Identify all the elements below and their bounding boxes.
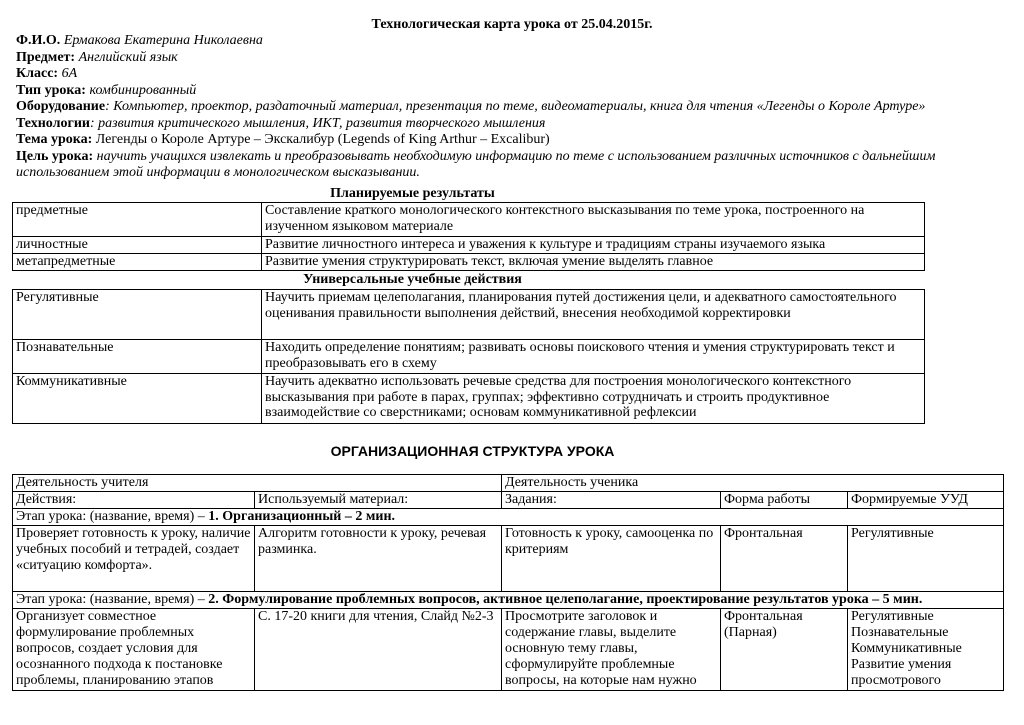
planned-results-table	[12, 202, 925, 271]
col-material: Используемый материал:	[255, 492, 502, 509]
uud-table	[12, 289, 925, 424]
stage-prefix: Этап урока: (название, время) –	[16, 592, 209, 607]
stage-1-header	[13, 509, 1004, 526]
teacher-activity-header: Деятельность учителя	[13, 475, 502, 492]
result-description: Развитие умения структурировать текст, включая умение выделять главное	[262, 254, 925, 271]
theme-label: Тема урока:	[16, 132, 93, 147]
col-actions: Действия:	[13, 492, 255, 509]
stage-1-actions: Проверяет готовность к уроку, наличие учебных пособий и тетрадей, создает «ситуацию комфорта».	[13, 526, 255, 592]
table-row	[13, 254, 925, 271]
stage-2-actions: Организует совместное формулирование проблемных вопросов, создает условия для осознанного подхода к постановке проблемы, планированию этапов	[13, 609, 255, 691]
table-row	[13, 526, 1004, 592]
uud-type: Регулятивные	[13, 290, 262, 340]
table-row	[13, 290, 925, 340]
stage-2-form: Фронтальная (Парная)	[721, 609, 848, 691]
result-description: Составление краткого монологического контекстного высказывания по теме урока, построенного на изученном языковом материале	[262, 203, 925, 237]
type-value: комбинированный	[89, 82, 197, 98]
uud-description: Научить приемам целеполагания, планирования путей достижения цели, и адекватного самостоятельного оценивания правильности выполнения действий, внесения необходимой корректировки	[262, 290, 925, 340]
fio-value: Ермакова Екатерина Николаевна	[63, 33, 263, 48]
stage-1-uud: Регулятивные	[848, 526, 1004, 592]
goal-row	[16, 149, 1006, 182]
org-structure-table	[12, 474, 1004, 691]
fio-row	[16, 33, 1006, 50]
uud-type: Познавательные	[13, 340, 262, 374]
lesson-meta	[16, 33, 1006, 182]
class-row	[16, 66, 1006, 83]
table-row	[13, 592, 1004, 609]
subject-value: Английский язык	[78, 49, 178, 65]
subject-label: Предмет:	[16, 49, 76, 65]
document-title: Технологическая карта урока от 25.04.2015г.	[371, 17, 653, 32]
stage-1-material: Алгоритм готовности к уроку, речевая разминка.	[255, 526, 502, 592]
class-label: Класс:	[16, 66, 59, 81]
col-form: Форма работы	[721, 492, 848, 509]
stage-2-uud: Регулятивные Познавательные Коммуникативные Развитие умения просмотрового	[848, 609, 1004, 691]
result-type: личностные	[13, 237, 262, 254]
table-row	[13, 374, 925, 424]
table-row	[13, 609, 1004, 691]
stage-2-material: С. 17-20 книги для чтения, Слайд №2-3	[255, 609, 502, 691]
table-row	[13, 237, 925, 254]
theme-value: Легенды о Короле Артуре – Экскалибур (Legends of King Arthur – Excalibur)	[95, 132, 550, 147]
col-tasks: Задания:	[502, 492, 721, 509]
equipment-row	[16, 99, 1006, 116]
stage-1-tasks: Готовность к уроку, самооценка по критериям	[502, 526, 721, 592]
uud-description: Научить адекватно использовать речевые средства для построения монологического контекстного высказывания при работе в парах, группах; эффективно сотрудничать и строить продуктивное взаимодействие со сверстниками; основам коммуникативной рефлексии	[262, 374, 925, 424]
technology-label: Технологии	[16, 115, 90, 131]
class-value: 6А	[61, 66, 78, 81]
stage-2-name: 2. Формулирование проблемных вопросов, активное целеполагание, проектирование результатов урока – 5 мин.	[208, 592, 923, 607]
planned-results-title: Планируемые результаты	[330, 186, 495, 201]
org-structure-title: ОРГАНИЗАЦИОННАЯ СТРУКТУРА УРОКА	[330, 443, 615, 459]
fio-label: Ф.И.О.	[16, 33, 61, 48]
student-activity-header: Деятельность ученика	[502, 475, 1004, 492]
result-type: предметные	[13, 203, 262, 237]
equipment-label: Оборудование	[16, 99, 106, 114]
result-description: Развитие личностного интереса и уважения к культуре и традициям страны изучаемого языка	[262, 237, 925, 254]
goal-value: научить учащихся извлекать и преобразовывать необходимую информацию по теме с использованием различных источников с дальнейшим использованием этой информации в монологическом высказывании.	[16, 148, 936, 180]
technology-value: : развития критического мышления, ИКТ, развития творческого мышления	[89, 115, 546, 131]
stage-1-form: Фронтальная	[721, 526, 848, 592]
stage-1-name: 1. Организационный – 2 мин.	[208, 509, 396, 524]
stage-2-tasks: Просмотрите заголовок и содержание главы, выделите основную тему главы, сформулируйте проблемные вопросы, на которые нам нужно	[502, 609, 721, 691]
uud-description: Находить определение понятиям; развивать основы поискового чтения и умения структурировать текст и преобразовывать его в схему	[262, 340, 925, 374]
stage-prefix: Этап урока: (название, время) –	[16, 509, 209, 524]
col-uud: Формируемые УУД	[848, 492, 1004, 509]
table-row	[13, 340, 925, 374]
uud-title: Универсальные учебные действия	[303, 272, 522, 287]
uud-type: Коммуникативные	[13, 374, 262, 424]
stage-2-header	[13, 592, 1004, 609]
table-row	[13, 509, 1004, 526]
type-row	[16, 83, 1006, 100]
equipment-value: : Компьютер, проектор, раздаточный материал, презентация по теме, видеоматериалы, книга для чтения «Легенды о Короле Артуре»	[105, 99, 926, 114]
subject-row	[16, 50, 1006, 67]
technology-row	[16, 116, 1006, 133]
table-row	[13, 203, 925, 237]
result-type: метапредметные	[13, 254, 262, 271]
type-label: Тип урока:	[16, 82, 86, 98]
table-row	[13, 475, 1004, 492]
table-row	[13, 492, 1004, 509]
theme-row	[16, 132, 1006, 149]
goal-label: Цель урока:	[16, 148, 94, 164]
